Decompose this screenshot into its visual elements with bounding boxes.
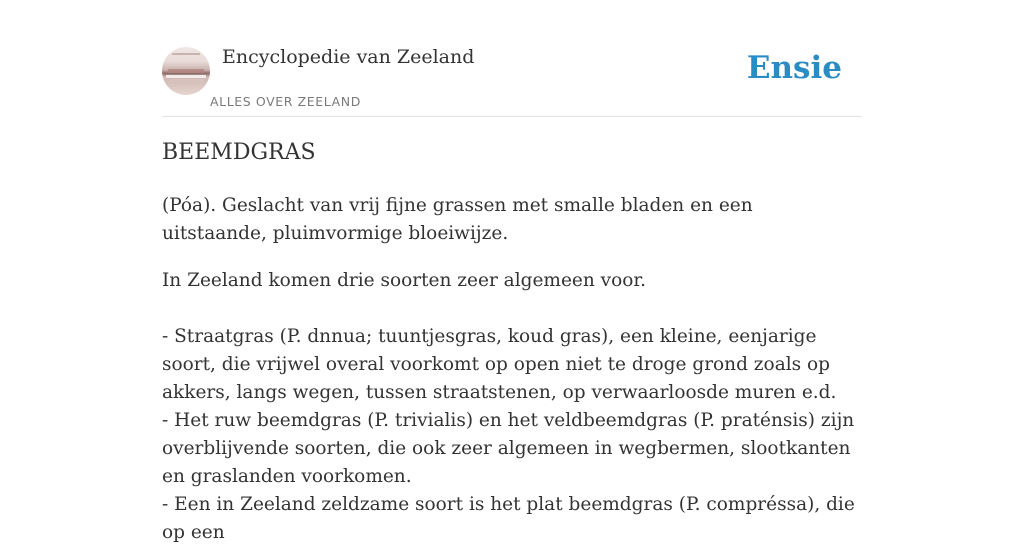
article	[162, 140, 862, 543]
list-item: - Het ruw beemdgras (P. trivialis) en het veldbeemdgras (P. praténsis) zijn overblijvende soorten, die ook zeer algemeen in wegbermen, slootkanten en graslanden voorkomen.	[162, 410, 855, 487]
site-header	[162, 44, 862, 117]
article-title: BEEMDGRAS	[162, 140, 316, 165]
site-avatar-image[interactable]	[162, 47, 210, 95]
intro-paragraph: (Póa). Geslacht van vrij fijne grassen met smalle bladen en een uitstaande, pluimvormige bloeiwijze.	[162, 195, 753, 244]
list-item: - Een in Zeeland zeldzame soort is het plat beemdgras (P. compréssa), die op een	[162, 494, 855, 543]
site-title-link[interactable]: Encyclopedie van Zeeland	[222, 46, 475, 68]
list-item: - Straatgras (P. dnnua; tuuntjesgras, koud gras), een kleine, eenjarige soort, die vrijwel overal voorkomt op open niet te droge grond zoals op akkers, langs wegen, tussen straatstenen, op verwaarloosde muren e.d.	[162, 326, 837, 403]
site-tagline: ALLES OVER ZEELAND	[210, 94, 361, 109]
species-list	[162, 323, 862, 547]
summary-paragraph: In Zeeland komen drie soorten zeer algemeen voor.	[162, 270, 647, 291]
book-stack-icon	[162, 47, 210, 95]
brand-logo-link[interactable]: Ensie	[746, 50, 842, 86]
